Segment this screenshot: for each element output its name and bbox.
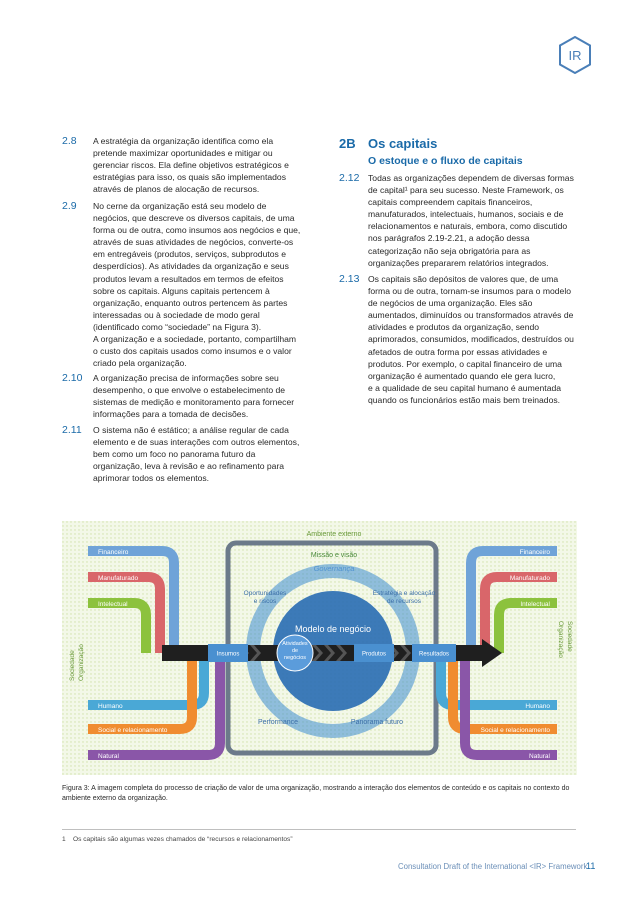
capital-label-natural-left: Natural <box>98 753 119 760</box>
external-environment-label: Ambiente externo <box>306 531 362 538</box>
value-creation-diagram <box>62 521 577 775</box>
capital-label-financeiro-left: Financeiro <box>98 549 129 556</box>
society-label-right: Sociedade <box>566 621 573 652</box>
footnote: 1 Os capitais são algumas vezes chamados de “recursos e relacionamentos” <box>62 836 293 843</box>
paragraph-text: O sistema não é estático; a análise regular de cada elemento e de suas interações com outros elementos, bem como um foco no panorama futuro da organização, leva à revisão e ao refinamento para aprimorar todos os elementos. <box>93 425 300 484</box>
strategy-label: Estratégia e alocação de recursos <box>372 590 436 605</box>
footer-text: Consultation Draft of the International <IR> Framework <box>398 862 588 871</box>
performance-label: Performance <box>257 719 299 726</box>
paragraph-2-12 <box>339 172 589 272</box>
section-subtitle: O estoque e o fluxo de capitais <box>368 155 523 167</box>
capital-label-natural-right: Natural <box>529 753 550 760</box>
ir-logo <box>556 36 594 74</box>
paragraph-number: 2.8 <box>62 135 77 147</box>
paragraph-2-9 <box>62 200 322 372</box>
opportunities-label: Oportunidades e riscos <box>243 590 287 605</box>
paragraph-2-8 <box>62 135 322 197</box>
capital-label-intelectual-left: Intelectual <box>98 601 128 608</box>
organization-label-right: Organização <box>557 621 564 658</box>
section-title: Os capitais <box>368 136 438 151</box>
paragraph-2-10 <box>62 372 322 422</box>
paragraph-text: A estratégia da organização identifica como ela pretende maximizar oportunidades e mitigar ou gerenciar riscos. Ela define objetivos estratégicos e estratégias para isso, os quais são implementados através de planos de alocação de recursos. <box>93 136 289 195</box>
paragraph-text: Todas as organizações dependem de diversas formas de capital¹ para seu sucesso. Neste Framework, os capitais compreendem capitais financeiros, manufaturados, intelectuais, humanos, sociais e de relacionamentos e naturais, embora, como discutido nos parágrafos 2.19-2.21, a adoção dessa categorização não seja obrigatória para as organizações prepararem relatórios integrados. <box>368 173 574 268</box>
inputs-label: Insumos <box>216 651 240 658</box>
paragraph-number: 2.12 <box>339 172 360 184</box>
outlook-label: Panorama futuro <box>350 719 404 726</box>
logo-text: IR <box>568 48 582 63</box>
governance-label: Governança <box>313 564 355 573</box>
society-label-left: Sociedade <box>69 650 76 681</box>
business-model-label: Modelo de negócio <box>294 624 372 634</box>
capital-label-social-right: Social e relacionamento <box>480 727 550 734</box>
mission-vision-label: Missão e visão <box>310 552 358 559</box>
section-number: 2B <box>339 136 356 151</box>
paragraph-number: 2.11 <box>62 424 82 436</box>
capital-label-manufaturado-left: Manufaturado <box>98 575 139 582</box>
capital-label-humano-right: Humano <box>525 703 550 710</box>
paragraph-number: 2.10 <box>62 372 83 384</box>
capital-label-financeiro-right: Financeiro <box>519 549 550 556</box>
paragraph-text: A organização precisa de informações sobre seu desempenho, o que envolve o estabelecimento de sistemas de medição e monitoramento para fornecer informações para a tomada de decisões. <box>93 373 295 420</box>
outcomes-label: Resultados <box>418 651 450 658</box>
paragraph-number: 2.13 <box>339 273 360 285</box>
footnote-divider <box>62 829 576 830</box>
paragraph-text: Os capitais são depósitos de valores que, de uma forma ou de outra, tornam-se insumos para o modelo de negócios de uma organização. Eles são aumentados, diminuídos ou transformados através de atividades e produtos da organização, sendo aprimorados, consumidos, modificados, destruídos ou afetados de outra forma por essas atividades e produtos. Por exemplo, o capital financeiro de uma organização é aumentado quando ele gera lucro, e a qualidade de seu capital humano é aumentada quando os funcionários estão mais bem treinados. <box>368 274 574 405</box>
paragraph-number: 2.9 <box>62 200 77 212</box>
paragraph-2-11 <box>62 424 322 486</box>
activities-label: Atividades de negócios <box>282 641 308 661</box>
paragraph-text: No cerne da organização está seu modelo de negócios, que descreve os diversos capitais, de uma forma ou de outra, como insumos aos negócios e que, através de suas atividades de negócios, converte-os em entregáveis (produtos, serviços, subprodutos e desperdícios). As atividades da organização e seus produtos levam a resultados em termos de efeitos sobre os capitais. Alguns capitais pertencem à organização, enquanto outros pertencem às partes interessadas ou à sociedade de modo geral (identificado como “sociedade” na Figura 3). A organização e a sociedade, portanto, compartilham o custo dos capitais usados como insumos e o valor criado pela organização. <box>93 201 301 369</box>
capital-label-humano-left: Humano <box>98 703 123 710</box>
figure-caption: Figura 3: A imagem completa do processo de criação de valor de uma organização, mostrando a interação dos elementos de conteúdo e os capitais no contexto do ambiente externo da organização. <box>62 785 570 802</box>
capital-label-manufaturado-right: Manufaturado <box>509 575 550 582</box>
outputs-label: Produtos <box>361 651 387 658</box>
capital-label-intelectual-right: Intelectual <box>520 601 550 608</box>
organization-label-left: Organização <box>78 644 85 681</box>
page-number: 11 <box>586 861 596 871</box>
capital-label-social-left: Social e relacionamento <box>98 727 168 734</box>
paragraph-2-13 <box>339 273 589 409</box>
